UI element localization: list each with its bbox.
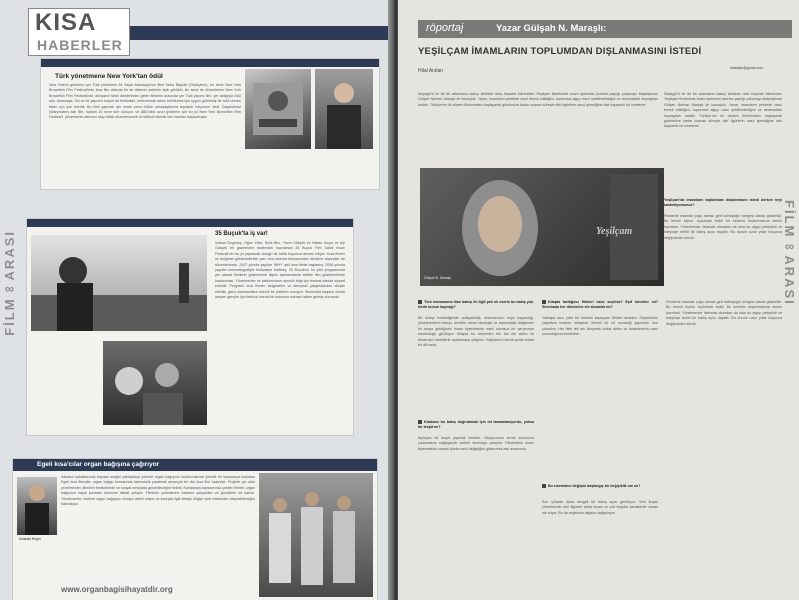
bullet-icon	[542, 300, 546, 304]
section-header-line1: KISA	[35, 9, 97, 36]
film-poster-photo	[245, 69, 311, 149]
right-col-continued: Filmlerde imamlar çoğu zaman geri kalmışlığın simgesi olarak gösterildi. Bu temsil biçimi, toplumda belirli bir kesimin dışlanmasına zemin hazırladı. Yönetmenler farkında olmadan da olsa bu algıyı pekiştirdi ve izleyiciye belirli bir bakış açısı dayattı. Bu durum uzun yıllar boyunca değişmeden sürdü.	[666, 300, 782, 326]
article2-box	[26, 218, 354, 436]
a2: Yaklaşık otuz yıllık bir dönemi kapsayan filmleri taradım. Seçimlerimi yaparken imamın hikâyede önemli bir rol oynadığı yapımları öne çıkardım. Her filmi tek tek izleyerek notlar aldım ve karakterlerin nasıl sunulduğunu inceledim.	[542, 316, 658, 337]
q4	[542, 484, 658, 498]
a1: Bir süreyi incelediğimde anlayabildik, sinemamızın neye dayandığı, yönetmenlerin bakışı, devletin resmî ideolojisi ve toplumdaki değişimler bir araya geldiğinde imam tiplemesinin nasıl olumsuz bir çerçeveye oturtulduğu görülüyor. Kitapta bu dönemleri tek tek ele aldım ve filmlerden örneklerle açıklamaya çalıştım. Yeşilçam'ın kendi içinde tutarlı bir dili vardı.	[418, 316, 534, 348]
q4-text: Bu sinemanın değişim başlangıç bir değişiklik var mı?	[548, 484, 641, 488]
a4: Son yıllarda daha dengeli bir bakış açısı görülüyor. Yeni kuşak yönetmenler dinî figürleri daha insani ve çok boyutlu karakterler olarak ele alıyor. Bu da seyircinin algısını değiştiriyor.	[542, 500, 658, 515]
article3-title: Egeli kısa'cılar organ bağışına çağırıyor	[37, 461, 160, 468]
person-photo	[17, 477, 57, 535]
side-label-right: FİLM∞ARASI	[782, 200, 797, 306]
q2-text: Kitapta tarttığınız filmleri nasıl seçtiniz? Eşit örnekler mi? Sinemada her dönemine ele alınanlar mı?	[542, 300, 658, 310]
news-photo-1	[31, 235, 207, 331]
section-header	[28, 8, 130, 56]
director-photo	[315, 69, 373, 149]
left-page	[0, 0, 392, 600]
right-col-answer: Filmlerde imamlar çoğu zaman geri kalmışlığın simgesi olarak gösterildi. Bu temsil biçimi, toplumda belirli bir kesimin dışlanmasına zemin hazırladı. Yönetmenler farkında olmadan da olsa bu algıyı pekiştirdi ve izleyiciye belirli bir bakış açısı dayattı. Bu durum uzun yıllar boyunca değişmeden sürdü.	[664, 214, 782, 240]
article1-bar	[41, 59, 379, 67]
header-bar	[130, 26, 392, 40]
author: Hilal Arslan	[418, 68, 444, 74]
article2-body: Volkan Özgüneş, Oğuz Yöke, Selis Birc, Yücel Gökçek ve Hakan Koçer ve Alp Gökçek bir gazeteciler tarafından hazırlanan 35 Buçuk Film Dahili İnsan Festivali'nin bu yıl yapılacak olduğu bir hafta boyunca devam ediyor. Kısa filmler ve belgesel gösterimlerinin yanı sıra sinema dünyasından isimlerle söyleşiler de düzenlenecek. 2007 yılında yapılan ‘WHY' adlı kısa filmle başlamış, 2008 yılında yapılan sinematografiyle festivaline katılmış, 35 Buçuk'un bu yılki programında yer alacak filmlerin gösterimine ilişkin açıklamalarla birlikte film gösterimlerine başlanması. Yönetmenler ve katılımcıların ayrıntılı bilgi için festival sitesini ziyaret edebilir. Programı kısa filmler, belgeseller ve deneysel çalışmalardan oluşan etkinlik, genç sinemacılara önemli bir platform sunuyor. Sinemada başarılı olmak isteyen gençler için festival önemli bir buluşma noktası haline gelmiş durumda.	[215, 241, 345, 300]
person-photo-caption: Mustafa Birgin	[19, 537, 41, 541]
article2-bar	[27, 219, 353, 227]
section-label: röportaj	[426, 22, 464, 34]
author-email: hilarslan@gmail.com	[730, 66, 764, 70]
article3-body: İstanbul sokaklarında bayram sergisi yaklaştıkça yöresel organ bağışının kullanıcılarına yönelik bir kampanya başlatan Egeli kısa filmciler, organ bağışı konusunda farkındalık yaratmak amacıyla bir dizi kısa film hazırladı. Projede yer alan yönetmenler, filmlerin festivallerde ve sosyal medyada gösterileceğini belirtti. Kampanya kapsamında çekilen filmler, organ bağışının hayat kurtaran önemine dikkat çekiyor. Filmlerin çekimlerine hastane çalışanları ve gönüllüler de katıldı. Yönetmenler, herkesi organ bağışçısı olmaya davet ediyor ve konuyla ilgili detaylı bilgiye web sitesinden ulaşılabileceğini hatırlatıyor.	[61, 475, 255, 507]
bullet-icon	[418, 420, 422, 424]
article1-box	[40, 58, 380, 190]
byline: Yazar Gülşah N. Maraşlı:	[496, 23, 607, 34]
right-col-intro: Neşegül'ü ile de bir adamların bakışı kimlikler dolu hepsine bilmezden Yeşilçam filmlerinde imam tiplemesi üzerine yaptığı çalışmayı kitaplaştıran Gülşah Nurhan Maraşlı ile konuştuk. Yazar, imamların perdede nasıl temsil edildiğini, toplumsal algıyı nasıl şekillendirdiğini ve sinemadaki önyargıları anlattı. Türkiye'nin ilk dönem filmlerinden başlayarak günümüze kadar uzanan süreçte dinî figürlerin nasıl işlendiğine dair kapsamlı bir inceleme.	[664, 92, 782, 129]
q3-text: Kitabınız bu bakış doğrulamak için mi tamamlanıyordu, yoksa bir tespit mi?	[418, 420, 534, 430]
article3-box	[12, 458, 378, 600]
side-label-left: FİLM∞ARASI	[2, 230, 17, 336]
headline: YEŞİLÇAM İMAMLARIN TOPLUMDAN DIŞLANMASINI İSTEDİ	[418, 46, 702, 57]
q1-text: Türk sinemasına dine bakışı ile ilgili pek ok eserin bu bakış yok. Nedir bunun kaynağı?	[418, 300, 534, 310]
article1-body: New York'ta gösterim için Türk yönetmen Ali Yaşar Akansaya'nın filmi Sekiz Başlıklı (Rewrytme), bu sene New York Brownfish Film Festival'inde kısa film dalında bir de ülkemiz adıtlerin tipik görüldü. Bu sene de düzenlenen New York Brownfish Film Festivalinde, dünyanın farklı ülkelerinden gelen filmlerin arasında yer Türk yapımı film, yer aldığıyla ödül aldı. Akansaya, ‘Bu ve bir yapımın başlar bir festivalde, bertizerinde adımı belirlemek için uygun görülmüş bir ödül olması bizim için çok önemli. Bu filmi yapmak için emek veren bütün arkadaşlarıma teşekkür ediyorum' dedi. Dayanılmaz (Waryndare) adlı film, toplam 10 sene sürt sürüyor. ve ABD'deki uzun gösterim için bu yıl New York Brownfish Film Festival'i, yönetmenin altısıncı olup ödülü düzenlenecek ve kitlesel etkinlik tam haziran başlanmıştır.	[49, 83, 241, 120]
article2-title: 35 Buçuk'ta iş var!	[215, 231, 268, 237]
right-col-question: Yeşilçam'da imamların toplumdan dışlanmasını istedi derken neyi kastediyorsunuz?	[664, 198, 782, 208]
section-header-line2: HABERLER	[37, 37, 123, 53]
interview-photo	[420, 168, 664, 286]
q3	[418, 420, 534, 434]
interview-intro: Neşegül'ü ile de bir adamların bakışı kimlikler dolu hepsine bilmezden Yeşilçam filmlerinde imam tiplemesi üzerine yaptığı çalışmayı kitaplaştıran Gülşah Nurhan Maraşlı ile konuştuk. Yazar, imamların perdede nasıl temsil edildiğini, toplumsal algıyı nasıl şekillendirdiğini ve sinemadaki önyargıları anlattı. Türkiye'nin ilk dönem filmlerinden başlayarak günümüze kadar uzanan süreçte dinî figürlerin nasıl işlendiğine dair kapsamlı bir inceleme.	[418, 92, 658, 107]
bullet-icon	[542, 484, 546, 488]
article1-title: Türk yönetmene New York'tan ödül	[55, 73, 163, 80]
right-page	[398, 0, 799, 600]
q2	[542, 300, 658, 314]
q1	[418, 300, 534, 314]
news-photo-2	[103, 341, 207, 425]
hospital-group-photo	[259, 473, 373, 597]
interview-header-bar	[418, 20, 792, 38]
book-title: Yeşilçam	[596, 226, 633, 237]
bullet-icon	[418, 300, 422, 304]
interview-photo-caption: Gülşah N. Maraşlı	[424, 276, 452, 280]
a3: Açıkçası bir tespit yapmak istedim. Okuyucunun kendi sonucunu çıkarmasını sağlayacak verileri sunmaya çalıştım. Filmlerdeki imam tiplemesinin zaman içinde nasıl değiştiğini göstermek asıl amacımdı.	[418, 436, 534, 451]
campaign-url: www.organbagisihayatdir.org	[61, 585, 173, 594]
